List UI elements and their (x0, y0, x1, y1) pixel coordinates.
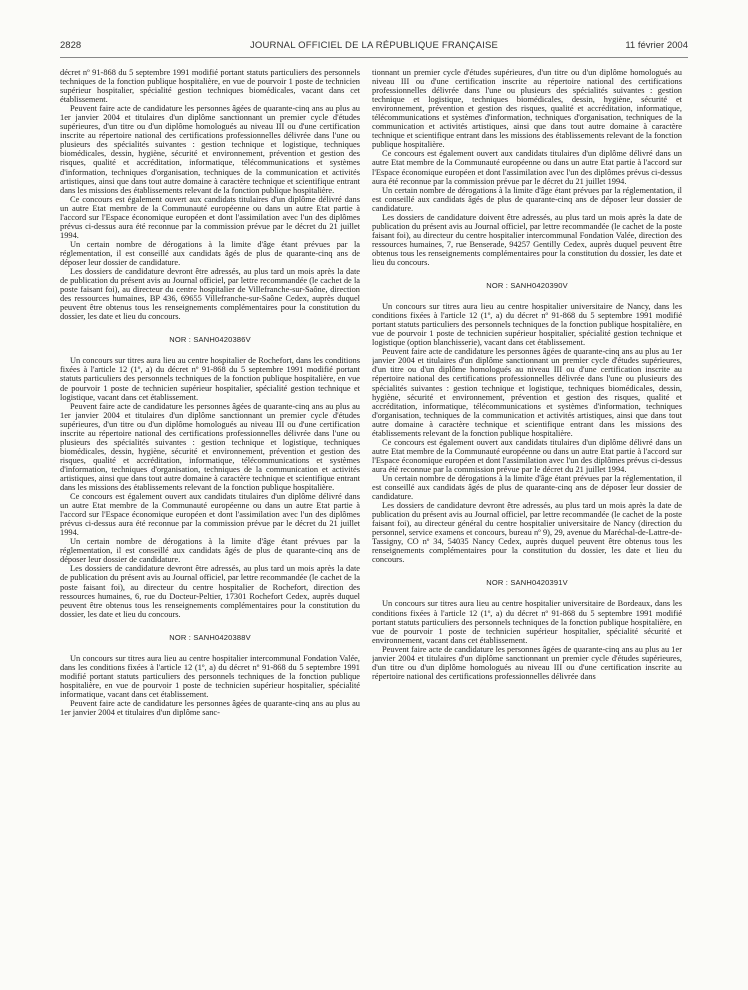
paragraph: Un certain nombre de dérogations à la limite d'âge étant prévues par la réglementation, il est conseillé aux candidats âgés de plus de quarante-cinq ans de déposer leur dossier de candidature. (60, 239, 360, 267)
paragraph: Un certain nombre de dérogations à la limite d'âge étant prévues par la réglementation, il est conseillé aux candidats âgés de plus de quarante-cinq ans de déposer leur dossier de candidature. (60, 537, 360, 565)
paragraph: Peuvent faire acte de candidature les personnes âgées de quarante-cinq ans au plus au 1er janvier 2004 et titulaires d'un diplôme sanctionnant un premier cycle d'études supérieures, d'un titre ou d'un diplôme homologués au niveau III ou d'une certification inscrite au répertoire national des certifications professionnelles délivrée dans l'une ou plusieurs des spécialités suivantes : gestion technique et logistique, techniques biomédicales, dessin, hygiène, sécurité et environnement, prévention et gestion des risques, qualité et accréditation, informatique, télécommunications et systèmes d'information, techniques d'organisation, techniques de la communication et activités artistiques, ainsi que dans tout autre domaine à caractère technique et scientifique entrant dans les missions des établissements relevant de la fonction publique hospitalière. (60, 104, 360, 195)
paragraph: décret nº 91-868 du 5 septembre 1991 modifié portant statuts particuliers des personnels techniques de la fonction publique hospitalière, en vue de pourvoir 1 poste de technicien supérieur hospitalier, spécialité gestion techniques biomédicales, vacant dans cet établissement. (60, 68, 360, 105)
header-rule (60, 57, 688, 58)
paragraph: Peuvent faire acte de candidature les personnes âgées de quarante-cinq ans au plus au 1er janvier 2004 et titulaires d'un diplôme sanc- (60, 699, 360, 718)
paragraph: Ce concours est également ouvert aux candidats titulaires d'un diplôme délivré dans un autre Etat membre de la Communauté européenne ou dans un autre Etat partie à l'accord sur l'Espace économique européen et dont l'assimilation avec l'un des diplômes prévus ci-dessus aura été reconnue par la commission prévue par le décret du 21 juillet 1994. (60, 194, 360, 240)
nor-reference: NOR : SANH0420390V (486, 281, 568, 291)
nor-reference: NOR : SANH0420391V (486, 578, 568, 588)
paragraph: Les dossiers de candidature devront être adressés, au plus tard un mois après la date de publication du présent avis au Journal officiel, par lettre recommandée (le cachet de la poste faisant foi), au directeur du centre hospitalier de Villefranche-sur-Saône, direction des ressources humaines, BP 436, 69655 Villefranche-sur-Saône Cedex, auprès duquel peuvent être obtenus tous les renseignements complémentaires pour la constitution du dossier, les date et lieu du concours. (60, 267, 360, 322)
paragraph: Un concours sur titres aura lieu au centre hospitalier de Rochefort, dans les conditions fixées à l'article 12 (1º, a) du décret nº 91-868 du 5 septembre 1991 modifié portant statuts particuliers des personnels techniques de la fonction publique hospitalière, en vue de pourvoir 1 poste de technicien supérieur hospitalier, spécialité gestion technique et logistique, vacant dans cet établissement. (60, 356, 360, 402)
paragraph: Un certain nombre de dérogations à la limite d'âge étant prévues par la réglementation, il est conseillé aux candidats âgés de plus de quarante-cinq ans de déposer leur dossier de candidature. (372, 185, 682, 213)
paragraph: Un concours sur titres aura lieu au centre hospitalier universitaire de Nancy, dans les conditions fixées à l'article 12 (1º, a) du décret nº 91-868 du 5 septembre 1991 modifié portant statuts particuliers des personnels techniques de la fonction publique hospitalière, en vue de pourvoir 1 poste de technicien supérieur hospitalier, spécialité gestion technique et logistique (option blanchisserie), vacant dans cet établissement. (372, 302, 682, 348)
nor-reference: NOR : SANH0420386V (169, 335, 251, 345)
paragraph: Peuvent faire acte de candidature les personnes âgées de quarante-cinq ans au plus au 1er janvier 2004 et titulaires d'un diplôme sanctionnant un premier cycle d'études supérieures, d'un titre ou d'un diplôme homologués au niveau III ou d'une certification inscrite au répertoire national des certifications professionnelles délivrée dans l'une ou plusieurs des spécialités suivantes : gestion technique et logistique, techniques biomédicales, dessin, hygiène, sécurité et environnement, prévention et gestion des risques, qualité et accréditation, informatique, télécommunications et systèmes d'information, techniques d'organisation, techniques de la communication et activités artistiques, ainsi que dans tout autre domaine à caractère technique et scientifique entrant dans les missions des établissements relevant de la fonction publique hospitalière. (372, 347, 682, 438)
paragraph: Ce concours est également ouvert aux candidats titulaires d'un diplôme délivré dans un autre Etat membre de la Communauté européenne ou dans un autre Etat partie à l'accord sur l'Espace économique européen et dont l'assimilation avec l'un des diplômes prévus ci-dessus aura été reconnue par la commission prévue par le décret du 21 juillet 1994. (372, 437, 682, 474)
paragraph: Peuvent faire acte de candidature les personnes âgées de quarante-cinq ans au plus au 1er janvier 2004 et titulaires d'un diplôme sanctionnant un premier cycle d'études supérieures, d'un titre ou d'un diplôme homologués au niveau III ou d'une certification inscrite au répertoire national des certifications professionnelles délivrée dans l'une ou plusieurs des spécialités suivantes : gestion technique et logistique, techniques biomédicales, dessin, hygiène, sécurité et environnement, prévention et gestion des risques, qualité et accréditation, informatique, télécommunications et systèmes d'information, techniques d'organisation, techniques de la communication et activités artistiques, ainsi que dans tout autre domaine à caractère technique et scientifique entrant dans les missions des établissements relevant de la fonction publique hospitalière. (60, 401, 360, 493)
paragraph: Un certain nombre de dérogations à la limite d'âge étant prévues par la réglementation, il est conseillé aux candidats âgés de plus de quarante-cinq ans de déposer leur dossier de candidature. (372, 473, 682, 502)
paragraph: Les dossiers de candidature doivent être adressés, au plus tard un mois après la date de publication du présent avis au Journal officiel, par lettre recommandée (le cachet de la poste faisant foi), au directeur du centre hospitalier intercommunal Fondation Valée, direction des ressources humaines, 7, rue Benserade, 94257 Gentilly Cedex, auprès duquel peuvent être obtenus tous les renseignements complémentaires pour la constitution du dossier, les date et lieu du concours. (372, 212, 682, 267)
paragraph: tionnant un premier cycle d'études supérieures, d'un titre ou d'un diplôme homologués au niveau III ou d'une certification inscrite au répertoire national des certifications professionnelles délivrée dans l'une ou plusieurs des spécialités suivantes : gestion technique et logistique, techniques biomédicales, dessin, hygiène, sécurité et environnement, prévention et gestion des risques, qualité et accréditation, informatique, télécommunications et systèmes d'information, techniques d'organisation, techniques de la communication et activités artistiques, ainsi que dans tout autre domaine à caractère technique et scientifique entrant dans les missions des établissements relevant de la fonction publique hospitalière. (372, 68, 682, 150)
paragraph: Un concours sur titres aura lieu au centre hospitalier universitaire de Bordeaux, dans les conditions fixées à l'article 12 (1º, a) du décret nº 91-868 du 5 septembre 1991 modifié portant statuts particuliers des personnels techniques de la fonction publique hospitalière, en vue de pourvoir 1 poste de technicien supérieur hospitalier, spécialité sécurité et environnement, vacant dans cet établissement. (372, 599, 682, 645)
left-column (60, 68, 360, 968)
nor-reference: NOR : SANH0420388V (169, 632, 251, 642)
page-header (60, 40, 688, 54)
paragraph: Ce concours est également ouvert aux candidats titulaires d'un diplôme délivré dans un autre Etat membre de la Communauté européenne ou dans un autre Etat partie à l'accord sur l'Espace économique européen et dont l'assimilation avec l'un des diplômes prévus ci-dessus aura été reconnue par la commission prévue par le décret du 21 juillet 1994. (60, 492, 360, 538)
paragraph: Les dossiers de candidature devront être adressés, au plus tard un mois après la date de publication du présent avis au Journal officiel, par lettre recommandée (le cachet de la poste faisant foi), au directeur général du centre hospitalier universitaire de Nancy (direction du personnel, service examens et concours, bureau nº 9), 29, avenue du Maréchal-de-Lattre-de-Tassigny, CO nº 34, 54035 Nancy Cedex, auprès duquel peuvent être obtenus tous les renseignements complémentaires pour la constitution du dossier, les date et lieu du concours. (372, 501, 682, 565)
journal-title: JOURNAL OFFICIEL DE LA RÉPUBLIQUE FRANÇAISE (249, 40, 499, 51)
page-number: 2828 (60, 40, 82, 51)
issue-date: 11 février 2004 (625, 40, 688, 51)
paragraph: Ce concours est également ouvert aux candidats titulaires d'un diplôme délivré dans un autre Etat membre de la Communauté européenne ou dans un autre Etat partie à l'accord sur l'Espace économique européen et dont l'assimilation avec l'un des diplômes prévus ci-dessus aura été reconnue par la commission prévue par le décret du 21 juillet 1994. (372, 149, 682, 186)
right-column (372, 68, 682, 968)
paragraph: Un concours sur titres aura lieu au centre hospitalier intercommunal Fondation Valée, dans les conditions fixées à l'article 12 (1º, a) du décret nº 91-868 du 5 septembre 1991 modifié portant statuts particuliers des personnels techniques de la fonction publique hospitalière, en vue de pourvoir 1 poste de technicien supérieur hospitalier, spécialité informatique, vacant dans cet établissement. (60, 653, 360, 699)
paragraph: Les dossiers de candidature devront être adressés, au plus tard un mois après la date de publication du présent avis au Journal officiel, par lettre recommandée (le cachet de la poste faisant foi), au directeur du centre hospitalier de Rochefort, direction des ressources humaines, 6, rue du Docteur-Peltier, 17301 Rochefort Cedex, auprès duquel peuvent être obtenus tous les renseignements complémentaires pour la constitution du dossier, les date et lieu du concours. (60, 564, 360, 619)
paragraph: Peuvent faire acte de candidature les personnes âgées de quarante-cinq ans au plus au 1er janvier 2004 et titulaires d'un diplôme sanctionnant un premier cycle d'études supérieures, d'un titre ou d'un diplôme homologués au niveau III ou d'une certification inscrite au répertoire national des certifications professionnelles délivrée dans (372, 644, 682, 681)
